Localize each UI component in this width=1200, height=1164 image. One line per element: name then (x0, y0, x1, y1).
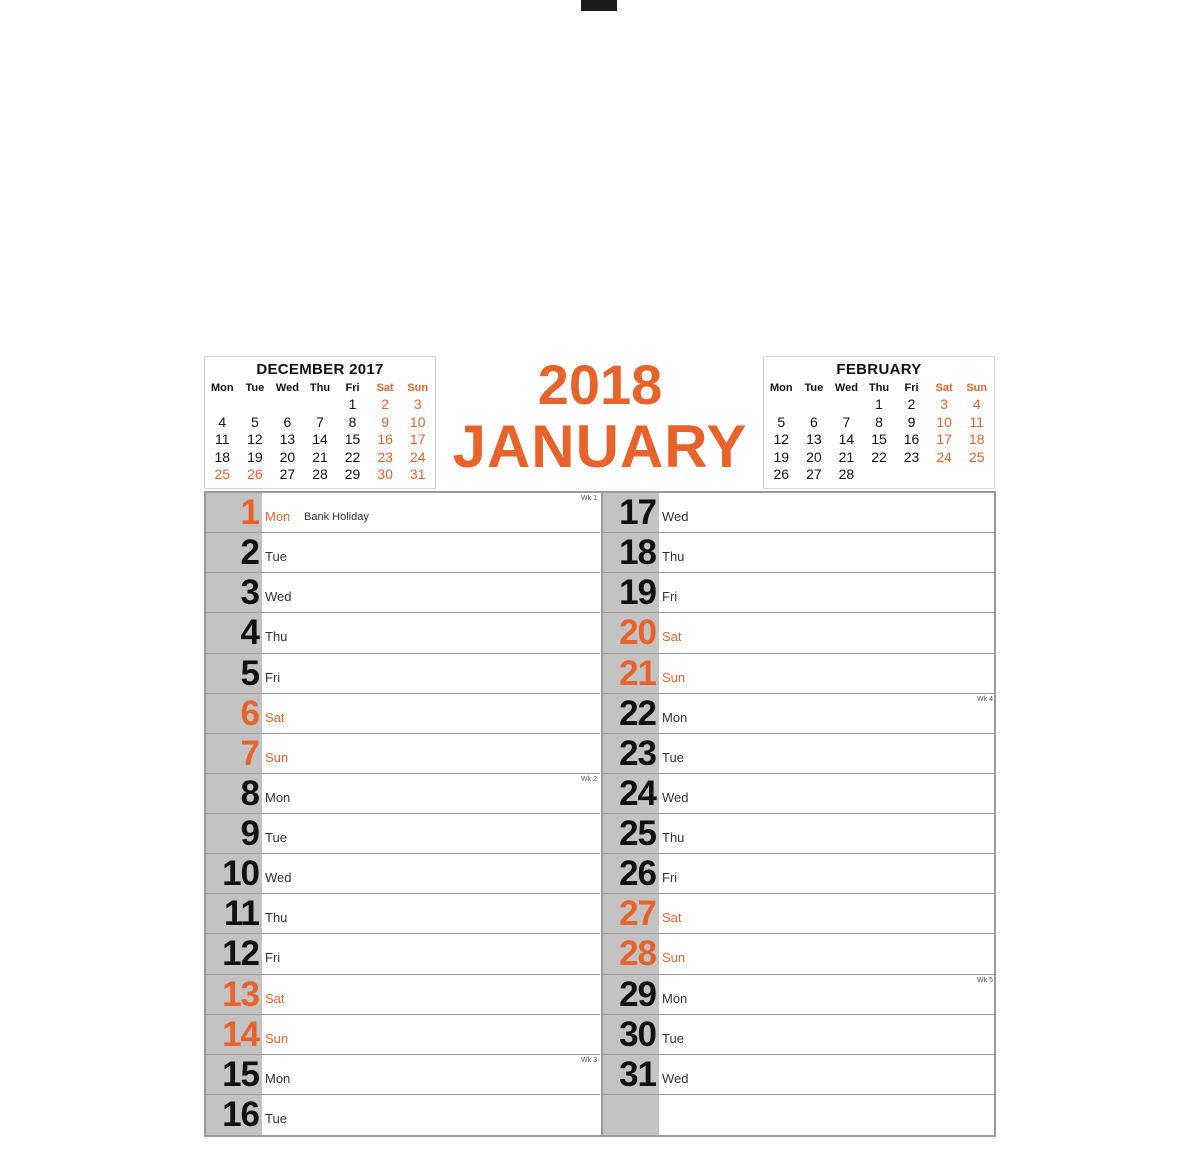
mini-calendar-title: FEBRUARY (836, 361, 922, 378)
day-number: 18 (603, 533, 659, 572)
weekday-header: Sun (407, 382, 429, 394)
mini-day-cell: 13 (806, 431, 822, 448)
day-name: Sat (662, 629, 682, 645)
calendar-hanger (581, 0, 617, 11)
day-name: Mon (662, 709, 688, 725)
mini-day-cell: 25 (214, 466, 231, 483)
day-row[interactable] (206, 573, 600, 613)
weekday-header: Sun (966, 382, 988, 394)
week-number: Wk 5 (977, 976, 993, 984)
mini-day-cell: 19 (773, 448, 790, 465)
mini-day-cell (239, 396, 272, 414)
day-name: Thu (662, 830, 685, 845)
day-name: Fri (662, 870, 678, 886)
day-row[interactable] (603, 533, 996, 573)
day-number: 11 (206, 894, 262, 933)
day-number: 15 (206, 1055, 262, 1094)
day-number: 23 (603, 734, 659, 773)
weekday-header: Thu (868, 382, 890, 394)
day-row[interactable] (206, 814, 600, 854)
month-title: JANUARY (452, 413, 748, 480)
day-row[interactable] (206, 694, 600, 734)
day-row[interactable] (206, 1095, 600, 1135)
day-number: 6 (206, 694, 262, 733)
day-row[interactable] (206, 533, 600, 573)
day-number: 29 (603, 975, 659, 1014)
mini-day-cell: 26 (247, 466, 263, 483)
mini-day-cell: 6 (283, 413, 292, 430)
mini-day-cell: 8 (348, 413, 357, 430)
weekday-header: Wed (275, 382, 299, 394)
mini-day-cell (206, 396, 239, 414)
day-name: Fri (265, 669, 281, 685)
day-row[interactable] (603, 975, 996, 1015)
week-number: Wk 2 (581, 775, 597, 783)
mini-day-cell: 23 (377, 448, 393, 465)
weekday-header: Thu (309, 382, 331, 394)
day-number: 30 (603, 1015, 659, 1054)
mini-day-cell: 13 (279, 431, 296, 448)
mini-day-cell: 29 (344, 466, 361, 483)
mini-day-cell: 14 (838, 431, 855, 448)
day-row[interactable] (603, 493, 996, 533)
weekday-header: Sat (376, 382, 394, 394)
mini-day-cell: 16 (903, 431, 920, 448)
day-name: Mon (265, 509, 291, 524)
day-name: Mon (662, 990, 688, 1006)
day-number: 20 (603, 613, 659, 652)
day-number: 10 (206, 854, 262, 893)
day-row[interactable] (206, 774, 600, 814)
day-number: 17 (603, 493, 659, 532)
day-number: 27 (603, 894, 659, 933)
day-name: Thu (265, 629, 288, 645)
day-name: Tue (662, 749, 684, 765)
day-name: Thu (265, 910, 288, 926)
day-row[interactable] (603, 1095, 996, 1135)
mini-calendar-grid (206, 380, 434, 484)
mini-day-cell: 7 (842, 413, 851, 430)
day-number: 9 (206, 814, 262, 853)
day-name: Tue (265, 1110, 287, 1126)
mini-day-cell: 12 (247, 431, 263, 448)
mini-day-cell: 20 (806, 448, 822, 465)
day-number: 3 (206, 573, 262, 612)
day-number: 22 (603, 694, 659, 733)
day-number (603, 1095, 659, 1135)
day-number: 31 (603, 1055, 659, 1094)
day-number: 14 (206, 1015, 262, 1054)
day-number: 13 (206, 975, 262, 1014)
weekday-header: Wed (834, 382, 858, 394)
mini-day-cell: 17 (936, 431, 952, 448)
mini-day-cell: 26 (773, 466, 790, 483)
day-number: 19 (603, 573, 659, 612)
mini-day-cell: 22 (344, 448, 361, 465)
mini-day-cell: 8 (875, 413, 883, 430)
day-name: Tue (265, 549, 287, 565)
mini-day-cell: 4 (972, 396, 981, 412)
weekday-header: Mon (210, 382, 234, 394)
mini-day-cell: 9 (907, 413, 916, 430)
mini-day-cell: 5 (250, 413, 259, 430)
day-number: 21 (603, 654, 659, 693)
day-row[interactable] (603, 573, 996, 613)
day-name: Thu (662, 549, 685, 565)
mini-day-cell: 24 (936, 448, 952, 465)
mini-day-cell: 24 (409, 448, 426, 465)
mini-day-cell: 14 (312, 431, 328, 448)
day-row[interactable] (206, 894, 600, 934)
mini-day-cell: 21 (838, 448, 855, 465)
day-row[interactable] (603, 814, 996, 854)
day-number: 12 (206, 934, 262, 973)
day-row[interactable] (206, 493, 600, 533)
mini-day-cell: 12 (773, 431, 790, 448)
day-number: 24 (603, 774, 659, 813)
day-number: 26 (603, 854, 659, 893)
day-name: Sat (265, 990, 285, 1006)
weekday-header: Fri (345, 382, 360, 394)
mini-day-cell: 28 (312, 466, 328, 483)
day-number: 7 (206, 734, 262, 773)
mini-day-cell: 31 (409, 466, 426, 483)
day-row[interactable] (603, 1055, 996, 1095)
weekday-header: Tue (804, 382, 824, 394)
day-row[interactable] (603, 694, 996, 734)
mini-day-cell: 27 (806, 466, 822, 483)
day-row[interactable] (206, 934, 600, 974)
mini-day-cell: 16 (377, 431, 393, 448)
mini-day-cell: 1 (348, 396, 357, 412)
weekday-header: Sat (935, 382, 953, 394)
year-title: 2018 (537, 353, 663, 416)
day-name: Mon (265, 1070, 291, 1086)
mini-day-cell: 18 (214, 448, 231, 465)
mini-day-cell: 15 (344, 431, 361, 448)
day-name: Wed (265, 870, 292, 886)
day-number: 1 (206, 493, 262, 532)
day-number: 16 (206, 1095, 262, 1135)
weekday-header: Tue (245, 382, 265, 394)
mini-day-cell: 28 (838, 466, 855, 483)
mini-day-cell: 11 (215, 431, 230, 448)
days-column-left (206, 493, 600, 1135)
mini-day-cell (798, 396, 831, 414)
days-column-right (601, 493, 996, 1135)
day-name: Sat (662, 910, 682, 926)
mini-day-cell: 27 (279, 466, 296, 483)
day-row[interactable] (603, 854, 996, 894)
week-number: Wk 4 (977, 695, 993, 703)
day-name: Sun (662, 950, 686, 966)
mini-day-cell (765, 396, 798, 414)
week-number: Wk 3 (581, 1056, 597, 1064)
day-row[interactable] (603, 1015, 996, 1055)
day-row[interactable] (206, 613, 600, 653)
weekday-header: Fri (904, 382, 919, 394)
month-grid (204, 491, 996, 1137)
mini-calendar-title: DECEMBER 2017 (256, 361, 384, 378)
day-number: 2 (206, 533, 262, 572)
day-row[interactable] (603, 934, 996, 974)
mini-day-cell: 7 (316, 413, 324, 430)
mini-calendar-february (763, 356, 995, 489)
day-row[interactable] (206, 654, 600, 694)
mini-day-cell (271, 396, 304, 414)
day-name: Tue (265, 830, 287, 845)
day-row[interactable] (206, 975, 600, 1015)
day-name: Tue (662, 1030, 684, 1046)
day-number: 28 (603, 934, 659, 973)
day-row[interactable] (603, 774, 996, 814)
mini-day-cell: 25 (968, 448, 985, 465)
day-name: Wed (662, 509, 689, 524)
mini-day-cell: 17 (409, 431, 426, 448)
day-name: Sun (265, 1030, 289, 1046)
day-number: 25 (603, 814, 659, 853)
mini-day-cell: 4 (218, 413, 227, 430)
mini-day-cell: 6 (809, 413, 818, 430)
day-note: Bank Holiday (304, 511, 369, 523)
day-name: Mon (265, 789, 291, 805)
day-name: Fri (662, 589, 678, 605)
mini-day-cell: 18 (968, 431, 985, 448)
mini-day-cell: 22 (871, 448, 887, 465)
day-number: 8 (206, 774, 262, 813)
day-row[interactable] (603, 894, 996, 934)
day-number: 4 (206, 613, 262, 652)
day-row[interactable] (603, 734, 996, 774)
day-name: Fri (265, 950, 281, 966)
mini-day-cell: 2 (381, 396, 390, 412)
mini-calendar-grid (765, 380, 993, 484)
day-row[interactable] (206, 1015, 600, 1055)
mini-day-cell (830, 396, 863, 414)
mini-day-cell (304, 396, 337, 414)
day-name: Sun (662, 669, 686, 685)
weekday-header: Mon (769, 382, 793, 394)
day-row[interactable] (206, 854, 600, 894)
day-name: Sat (265, 709, 285, 725)
day-row[interactable] (603, 613, 996, 653)
mini-calendar-december (204, 356, 436, 489)
day-row[interactable] (206, 734, 600, 774)
mini-day-cell: 30 (377, 466, 393, 483)
mini-day-cell: 10 (409, 413, 426, 430)
mini-day-cell: 10 (936, 413, 952, 430)
day-name: Wed (662, 1070, 689, 1086)
mini-day-cell: 2 (907, 396, 916, 412)
mini-day-cell: 23 (903, 448, 920, 465)
mini-day-cell: 3 (940, 396, 949, 412)
week-number: Wk 1 (581, 495, 597, 502)
mini-day-cell: 15 (871, 431, 887, 448)
mini-day-cell: 20 (279, 448, 296, 465)
mini-day-cell: 21 (312, 448, 328, 465)
mini-day-cell: 3 (413, 396, 422, 412)
mini-day-cell: 5 (777, 413, 786, 430)
day-row[interactable] (603, 654, 996, 694)
day-name: Wed (662, 789, 689, 805)
day-number: 5 (206, 654, 262, 693)
mini-day-cell: 19 (247, 448, 263, 465)
day-name: Wed (265, 589, 292, 605)
day-row[interactable] (206, 1055, 600, 1095)
day-name: Sun (265, 749, 289, 765)
mini-day-cell: 9 (381, 413, 390, 430)
mini-day-cell: 1 (875, 396, 883, 412)
mini-day-cell: 11 (969, 413, 984, 430)
